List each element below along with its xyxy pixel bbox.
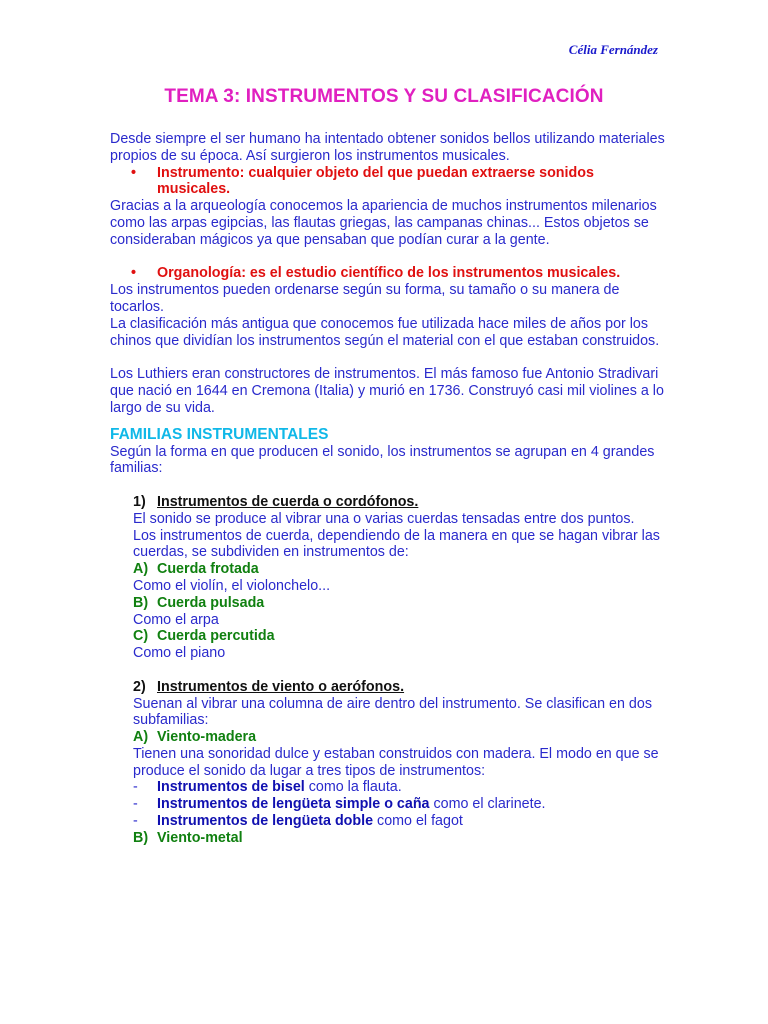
classification-paragraph: Los instrumentos pueden ordenarse según su forma, su tamaño o su manera de tocarlos. bbox=[110, 282, 620, 315]
subfamily-example: Como el piano bbox=[133, 645, 226, 662]
subfamily-heading: B) Cuerda pulsada bbox=[133, 594, 265, 611]
history-paragraph: La clasificación más antigua que conocemos fue utilizada hace miles de años por los chinos que dividían los instrumentos según el material con el que estaban construidos. bbox=[110, 315, 660, 349]
subfamily-heading: A) Viento-madera bbox=[133, 729, 257, 746]
page-title: TEMA 3: INSTRUMENTOS Y SU CLASIFICACIÓN bbox=[164, 86, 604, 107]
section-intro: Según la forma en que producen el sonido, los instrumentos se agrupan en 4 grandes familias: bbox=[110, 443, 655, 477]
family-viento bbox=[110, 679, 670, 847]
instrument-type: - Instrumentos de bisel como la flauta. bbox=[133, 779, 402, 796]
section-heading: FAMILIAS INSTRUMENTALES bbox=[110, 425, 329, 443]
family-description: Los instrumentos de cuerda, dependiendo de la manera en que se hagan vibrar las cuerdas, se subdividen en instrumentos de: bbox=[133, 527, 660, 561]
archaeology-paragraph: Gracias a la arqueología conocemos la apariencia de muchos instrumentos milenarios como las arpas egipcias, las flautas griegas, las campanas chinas... Estos objetos se consideraban mágicos ya que pensaban que podían curar a la gente. bbox=[110, 198, 657, 248]
bullet-icon: • bbox=[131, 265, 137, 282]
subfamily-description: Tienen una sonoridad dulce y estaban construidos con madera. El modo en que se produce el sonido da lugar a tres tipos de instrumentos: bbox=[133, 745, 659, 779]
definition-text: Organología: es el estudio científico de los instrumentos musicales. bbox=[157, 265, 621, 282]
document-body bbox=[110, 131, 670, 847]
subfamily-example: Como el violín, el violonchelo... bbox=[133, 577, 331, 594]
bullet-icon: • bbox=[131, 164, 137, 181]
instrument-type: - Instrumentos de lengüeta doble como el fagot bbox=[133, 813, 463, 830]
family-heading: 2) Instrumentos de viento o aerófonos. bbox=[133, 678, 405, 695]
subfamily-heading: B) Viento-metal bbox=[133, 829, 243, 846]
subfamily-heading: C) Cuerda percutida bbox=[133, 628, 275, 645]
definition-instrumento bbox=[110, 165, 670, 199]
luthiers-paragraph: Los Luthiers eran constructores de instrumentos. El más famoso fue Antonio Stradivari que nació en 1644 en Cremona (Italia) y murió en 1736. Construyó casi mil violines a lo largo de su vida. bbox=[110, 366, 664, 416]
family-cuerda bbox=[110, 494, 670, 662]
definition-organologia bbox=[110, 265, 670, 282]
instrument-type: - Instrumentos de lengüeta simple o caña como el clarinete. bbox=[133, 796, 546, 813]
author-name: Célia Fernández bbox=[568, 42, 658, 57]
subfamily-example: Como el arpa bbox=[133, 611, 219, 628]
family-description: Suenan al vibrar una columna de aire dentro del instrumento. Se clasifican en dos subfamilias: bbox=[133, 695, 652, 729]
intro-paragraph: Desde siempre el ser humano ha intentado obtener sonidos bellos utilizando materiales propios de su época. Así surgieron los instrumentos musicales. bbox=[110, 131, 665, 164]
definition-text: Instrumento: cualquier objeto del que puedan extraerse sonidos musicales. bbox=[157, 164, 594, 198]
subfamily-heading: A) Cuerda frotada bbox=[133, 561, 259, 578]
family-description: El sonido se produce al vibrar una o varias cuerdas tensadas entre dos puntos. bbox=[133, 510, 635, 527]
family-heading: 1) Instrumentos de cuerda o cordófonos. bbox=[133, 493, 419, 510]
